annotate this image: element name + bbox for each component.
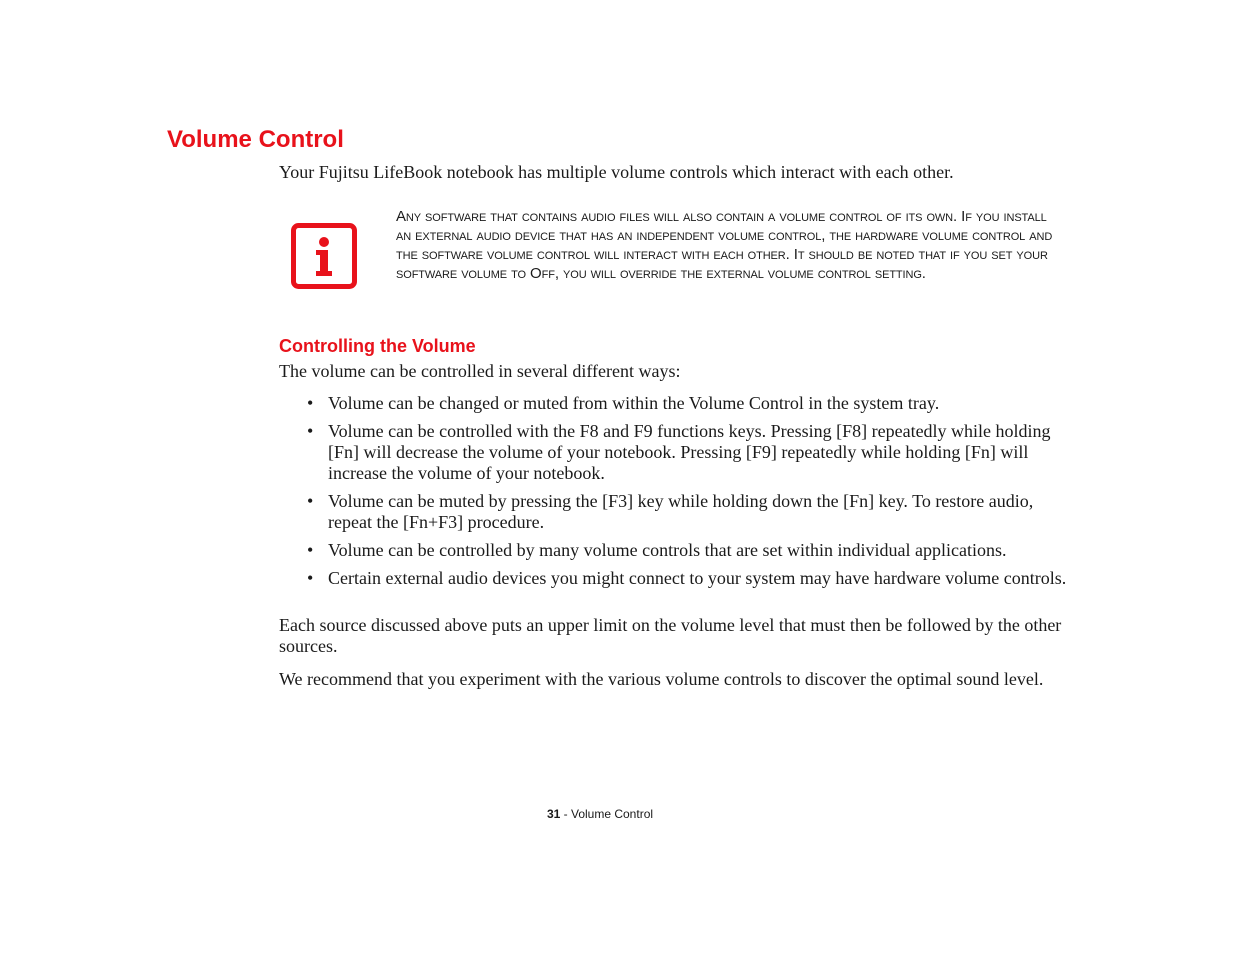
bullet-icon: • [307, 491, 314, 511]
bullet-icon: • [307, 421, 314, 441]
page-title: Volume Control [167, 126, 344, 153]
note-text: Any software that contains audio files will also contain a volume control of its own. If you install an external audio device that has an independent volume control, the hardware volume control and the software volume control will interact with each other. It should be noted that if you set your software volume to Off, you will override the external volume control setting. [396, 208, 1053, 282]
paragraph-sources: Each source discussed above puts an upper limit on the volume level that must then be followed by the other sources. [279, 615, 1062, 656]
list-item: • Certain external audio devices you might connect to your system may have hardware volume controls. [307, 568, 1067, 588]
section-lead: The volume can be controlled in several different ways: [279, 361, 681, 381]
footer-label: Volume Control [570, 807, 654, 821]
page-footer [0, 806, 1200, 822]
paragraph-recommend: We recommend that you experiment with the various volume controls to discover the optimal sound level. [279, 669, 1044, 689]
page-number: 31 [546, 807, 561, 821]
bullet-icon: • [307, 393, 314, 413]
footer-separator: - [560, 807, 571, 821]
info-icon [291, 223, 357, 289]
list-item: • Volume can be controlled by many volume controls that are set within individual applications. [307, 540, 1007, 560]
section-heading: Controlling the Volume [279, 336, 476, 356]
bullet-icon: • [307, 540, 314, 560]
list-item: • Volume can be controlled with the F8 and F9 functions keys. Pressing [F8] repeatedly while holding [Fn] will decrease the volume of your notebook. Pressing [F9] repeatedly while holding [Fn] will increase the volume of your notebook. [307, 421, 1051, 483]
bullet-list [279, 393, 1069, 596]
intro-paragraph: Your Fujitsu LifeBook notebook has multiple volume controls which interact with each other. [279, 162, 954, 182]
bullet-icon: • [307, 568, 314, 588]
list-item: • Volume can be muted by pressing the [F3] key while holding down the [Fn] key. To restore audio, repeat the [Fn+F3] procedure. [307, 491, 1034, 532]
list-item: • Volume can be changed or muted from within the Volume Control in the system tray. [307, 393, 940, 413]
